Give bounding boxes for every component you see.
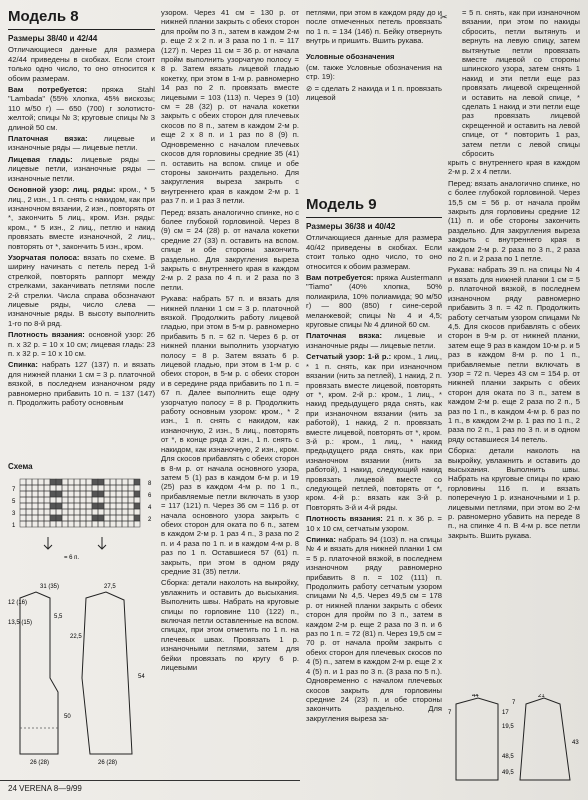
chart-cell — [20, 503, 26, 509]
chart-cell — [44, 485, 50, 491]
arrow-icon — [98, 537, 106, 549]
chart-cell — [50, 479, 56, 485]
chart-cell — [98, 485, 104, 491]
chart-cell — [38, 521, 44, 527]
chart-cell — [86, 497, 92, 503]
dimension-label: 13,5 (15) — [8, 620, 33, 626]
dimension-label: 5,5 — [54, 614, 63, 620]
chart-cell — [68, 479, 74, 485]
chart-cell — [20, 485, 26, 491]
chart-cell — [122, 485, 128, 491]
section-text: лицевые и изнаночные ряды — лицевые петли. — [8, 134, 155, 153]
dimension-label: 43 — [572, 740, 579, 746]
section-text: набрать 127 (137) п. и вязать для нижней планки 1 см = 3 р. платочной вязкой, в последнем изнаночном ряду равномерно прибавить 10 п. = 137 (147) п. Продолжить работу основным — [8, 360, 155, 408]
chart-cell — [80, 497, 86, 503]
symbol-entry — [306, 84, 442, 103]
section-label: Плотность вязания: — [8, 330, 85, 340]
model8-title: Модель 8 — [8, 8, 79, 25]
chart-cell — [92, 491, 98, 497]
symbols-text: (см. также Условные обозначения на стр. 19): — [306, 63, 442, 82]
section-text: вязать по схеме. В ширину начинать с петель перед 1-й стрелкой, повторять раппорт между стрелками, заканчивать петлями после 2-й стрелки. Числа справа обозначают лицевые ряды, число слева — изнаночные ряды. В высоту выполнить 1-го по 8-й ряд. — [8, 252, 155, 328]
chart-cell — [50, 491, 56, 497]
knitting-chart — [8, 462, 158, 570]
chart-grid-svg — [8, 471, 158, 563]
chart-cell — [50, 521, 56, 527]
chart-cell — [74, 503, 80, 509]
section-label: Лицевая гладь: — [8, 154, 73, 164]
dimension-label: 7 — [512, 700, 516, 706]
model9-schematic — [448, 694, 580, 784]
chart-cell — [32, 491, 38, 497]
assembly-text: Сборка: детали наколоть на выкройку, увлажнить и оставить до высыхания. Выполнить швы. Набрать на круговые спицы по горловине 110 (122) п., включая петли оставленные на вспом. спицах, при этом отметить по 1 п. на плечевых швах. Провязать 1 р. изнаночными петлями, затем для бейки провязать по кругу 6 р. лицевыми — [161, 578, 299, 673]
chart-cell — [56, 479, 62, 485]
model9-section — [306, 331, 442, 350]
chart-cell — [56, 485, 62, 491]
model8-section — [8, 134, 155, 153]
section-label: Плотность вязания: — [306, 514, 383, 524]
section-label: Сетчатый узор: 1-й р.: — [306, 352, 392, 362]
chart-cell — [110, 479, 116, 485]
chart-cell — [44, 497, 50, 503]
chart-cell — [110, 491, 116, 497]
chart-cell — [80, 503, 86, 509]
chart-cell — [68, 509, 74, 515]
front-text: Перед: вязать аналогично спинке, но с более глубокой горловиной. Через 8 (9) см = 24 (28) р. от начала кокетки средние 27 (33) п. оставить на вспом. спице и обе стороны закончить раздельно. Для закругления выреза закрыть с внутреннего края в каждом 2-м р. 2 раза по 4 п. и 2 раза по 3 петли. — [161, 207, 299, 292]
model8-section — [8, 253, 155, 328]
row-label-left: 5 — [12, 499, 16, 505]
chart-cell — [80, 491, 86, 497]
chart-cell — [104, 515, 110, 521]
dimension-label: 50 — [64, 714, 71, 720]
chart-cell — [128, 503, 134, 509]
chart-cell — [50, 509, 56, 515]
chart-cell — [122, 491, 128, 497]
chart-cell — [110, 509, 116, 515]
chart-cell — [20, 491, 26, 497]
chart-cell — [32, 515, 38, 521]
chart-cell — [68, 503, 74, 509]
chart-cell — [50, 503, 56, 509]
chart-cell — [20, 515, 26, 521]
chart-cell — [56, 491, 62, 497]
chart-cell — [110, 485, 116, 491]
section-text: лицевые ряды — лицевые петли, изнаночные ряды — изнаночные петли. — [8, 154, 155, 183]
dimension-label: 48,5 — [502, 754, 514, 760]
chart-cell — [68, 497, 74, 503]
chart-cell — [68, 485, 74, 491]
section-label: Платочная вязка: — [306, 331, 382, 341]
chart-cell — [86, 509, 92, 515]
model9-materials — [306, 273, 442, 329]
dimension-label: 26 (28) — [30, 760, 50, 766]
model8-finish-text: петлями, при этом в каждом ряду до и после отмеченных петель провязать по 1 п. = 134 (146) п. Бейку отвернуть внутрь и пришить. Вшить рукава. — [306, 8, 442, 46]
model9-back-outline — [456, 698, 498, 780]
materials-label: Вам потребуется: — [306, 273, 374, 283]
chart-cell — [26, 479, 32, 485]
symbol-desc: = сделать 2 накида и 1 п. провязать лицевой — [306, 83, 442, 103]
chart-cell — [56, 497, 62, 503]
chart-cell — [68, 521, 74, 527]
chart-cell — [62, 479, 68, 485]
chart-cell — [20, 509, 26, 515]
chart-cell — [134, 485, 140, 491]
chart-cell — [74, 509, 80, 515]
chart-cell — [38, 497, 44, 503]
model9-assembly-text: Сборка: детали наколоть на выкройку, увлажнить и оставить до высыхания. Выполнить швы. Набрать на круговые спицы по краю горловины 116 п. и вязать поперечную 1 р. изнаночными и 1 р. лицевыми петлями, при этом во 2-м р. равномерно убавить на переде 8 п., на спинке 4 п. В 4-м р. все петли закрыть. Вшить рукава. — [448, 446, 580, 540]
dimension-label: 26 (28) — [98, 760, 118, 766]
chart-cell — [86, 491, 92, 497]
chart-cell — [122, 497, 128, 503]
chart-cell — [122, 479, 128, 485]
model9-intro: Отличающиеся данные для размера 40/42 приведены в скобках. Если стоит только одно число, то оно относится к обоим размерам. — [306, 233, 442, 271]
chart-cell — [110, 497, 116, 503]
chart-cell — [26, 497, 32, 503]
symbols-title: Условные обозначения — [306, 51, 395, 61]
chart-cell — [128, 491, 134, 497]
model8-column — [8, 8, 155, 409]
chart-cell — [20, 497, 26, 503]
chart-cell — [134, 497, 140, 503]
chart-cell — [92, 503, 98, 509]
chart-cell — [62, 503, 68, 509]
chart-cell — [128, 521, 134, 527]
chart-cell — [32, 497, 38, 503]
chart-cell — [44, 503, 50, 509]
section-text: кром., 1 лиц., * 1 п. снять, как при изнаночном вязании (нить за петлей), 1 накид, 2 п. провязать вместе лицевой, повторять от *, кром. 2-й р.: кром., 1 лиц., * накид предыдущего ряда снять, как при изнаночном вязании (нить за работой), 1 накид, 2 п. провязать вместе лицевой, повторять от *, кром. 3-й р.: кром., 1 лиц., * накид предыдущего ряда снять, как при изнаночном вязании (нить за работой), 1 накид, следующий накид провязать лицевой вместе со следующей петлей, повторять от *, кром. 4-й р.: вязать как 3-й р. Повторять 3-й и 4-й ряды. — [306, 352, 442, 512]
model8-materials-label: Вам потребуется: — [8, 85, 87, 95]
dimension-label: 21 — [538, 694, 545, 699]
chart-cell — [26, 521, 32, 527]
chart-cell — [44, 515, 50, 521]
model9-front-text: Перед: вязать аналогично спинке, но с более глубокой горловиной. Через 15,5 см = 56 р. от начала пройм закрыть для горловины средние 12 (11) п. и обе стороны закончить раздельно. Для закругления выреза закрыть с внутреннего края в каждом 2-м р. 2 раза по 3 п., 2 раза по 2 п. и 2 раза по 1 петле. — [448, 178, 580, 264]
model9-sizes: Размеры 36/38 и 40/42 — [306, 222, 396, 231]
arrow-icon — [44, 537, 52, 549]
section-text: лицевые и изнаночные ряды — лицевые петли. — [306, 331, 442, 350]
chart-cell — [26, 503, 32, 509]
dimension-label: 17 — [502, 710, 509, 716]
chart-cell — [68, 515, 74, 521]
dimension-label: 49,5 — [502, 770, 514, 776]
chart-cell — [26, 485, 32, 491]
model9-heading — [306, 196, 442, 218]
chart-cell — [74, 497, 80, 503]
chart-cell — [74, 521, 80, 527]
chart-cell — [32, 485, 38, 491]
model8-intro: Отличающиеся данные для размера 42/44 приведены в скобках. Если стоит только одно число, то оно относится к обоим размерам. — [8, 45, 155, 83]
model8-section — [8, 330, 155, 358]
chart-cell — [98, 509, 104, 515]
symbol-2-desc: = 5 п. снять, как при изнаночном вязании, при этом по накиды сбросить, петли вытянуть и вернуть на левую спицу, затем вытянутые петли провязать вместе лицевой со стороны шпинского узора, затем снять 1 накид и эти петли еще раз провязать лицевой скрещенной и оставить на левой спице, * сделать 1 накид и эти петли еще раз провязать лицевой скрещенной и оставить на левой спице, от * повторить 1 раз, затем петли с левой спицы сбросить — [462, 8, 580, 159]
chart-cell — [98, 521, 104, 527]
chart-cell — [98, 497, 104, 503]
chart-cell — [92, 485, 98, 491]
chart-cell — [56, 503, 62, 509]
chart-cell — [110, 503, 116, 509]
chart-cell — [122, 503, 128, 509]
chart-cell — [62, 521, 68, 527]
chart-cell — [80, 509, 86, 515]
model9-sleeve-outline — [520, 698, 570, 780]
chart-cell — [104, 485, 110, 491]
chart-cell — [38, 491, 44, 497]
chart-cell — [98, 503, 104, 509]
chart-cell — [104, 503, 110, 509]
chart-cell — [32, 503, 38, 509]
row-label-right: 8 — [148, 481, 152, 487]
chart-cell — [62, 485, 68, 491]
chart-cell — [122, 509, 128, 515]
section-text: набрать 94 (103) п. на спицы № 4 и вязать для нижней планки 1 см = 5 р. платочной вязкой, в последнем изнаночном ряду равномерно прибавить 8 п. = 102 (111) п. Продолжить работу сетчатым узором спицами № 4,5. Через 49,5 см = 178 р. от нижней планки закрыть с обеих сторон для пройм по 3 п., затем в каждом 2-м р. еще 2 раза по 3 п. и 6 раз по 1 п. = 72 (81) п. Через 19,5 см = 70 р. от начала пройм закрыть с обеих сторон для плечевых скосов по 4 (5) п., затем в каждом 2-м р. еще 2 x 4 (5) п. и 1 раз по 3 п. (3 раза по 5 п.). Одновременно с началом плечевых скосов закрыть для горловины средние 24 (23) п. и обе стороны закончить раздельно. Для закругления выреза за- — [306, 535, 442, 723]
schematic-svg — [6, 578, 156, 778]
chart-cell — [116, 521, 122, 527]
chart-cell — [128, 515, 134, 521]
materials-text: пряжа Austermann "Tiamo" (40% хлопка, 50% полиакрила, 10% полиамида; 90 м/50 г) — 800 (850) г сине-серой меланжевой; спицы № 4 и 4,5; круговые спицы № 4 длиной 60 см. — [306, 273, 442, 330]
section-label: Платочная вязка: — [8, 134, 88, 144]
dimension-label: 7 — [448, 710, 452, 716]
chart-cell — [98, 515, 104, 521]
chart-cell — [56, 509, 62, 515]
chart-cell — [86, 485, 92, 491]
chart-cell — [134, 509, 140, 515]
model9-sleeves-text: Рукава: набрать 39 п. на спицы № 4 и вязать для нижней планки 1 см = 5 р. платочной вязкой, в последнем изнаночном ряду равномерно прибавить 3 п. = 42 п. Продолжить работу сетчатым узором спицами № 4,5. Для скосов прибавлять с обеих сторон в 9-м р. от нижней планки, затем еще 9 раз в каждом 10-м р. и 5 раз в каждом 8-м р. по 1 п., прибавляемые петли включать в узор = 72 п. Через 43 см = 154 р. от нижней планки закрыть с обеих сторон для оката по 3 п., затем в каждом 2-м р. еще 2 раза по 2 п., 5 раз по 1 п., в каждом 4-м р. 6 раз по 1 п., в каждом 2-м р. 1 раз по 1 п., 2 раза по 2 п., 1 раз по 3 п. и в одном ряду оставшиеся 14 петель. — [448, 265, 580, 444]
section-text: основной узор: 26 п. x 32 р. = 10 x 10 см; лицевая гладь: 23 п. x 32 р. = 10 x 10 см. — [8, 330, 155, 358]
model9-schematic-svg — [448, 694, 580, 784]
sleeve-piece-outline — [82, 592, 132, 754]
model8-materials-text: пряжа Stahl "Lambada" (55% хлопка, 45% вискозы; 110 м/50 г) — 650 (700) г золотисто-желтой; спицы № 3; круговые спицы № 3 длиной 50 см. — [8, 85, 155, 132]
chart-cell — [32, 509, 38, 515]
chart-cell — [116, 515, 122, 521]
chart-cell — [116, 485, 122, 491]
footer-rule — [0, 780, 300, 781]
dimension-label: 22,5 — [70, 634, 82, 640]
section-text: кром., * 5 лиц., 2 изн., 1 п. снять с накидом, как при изнаночном вязании, 2 изн., повторять от *, закончить 5 лиц., кром. Изн. ряды: кром., * 5 изн., 2 лиц., петлю и накид провязать вместе изнаночной, 2 лиц., повторять от *, закончить 5 изн., кром. — [8, 185, 155, 251]
chart-cell — [38, 515, 44, 521]
section-label: Основной узор: лиц. ряды: — [8, 185, 116, 195]
chart-cell — [128, 479, 134, 485]
chart-cell — [68, 491, 74, 497]
back-piece-outline — [20, 592, 58, 754]
row-label-left: 3 — [12, 511, 16, 517]
model9-neck-text: крыть с внутреннего края в каждом 2-м р. 2 x 4 петли. — [448, 158, 580, 177]
chart-cell — [134, 479, 140, 485]
chart-cell — [32, 521, 38, 527]
chart-cell — [110, 515, 116, 521]
chart-grid — [20, 479, 140, 527]
chart-cell — [80, 485, 86, 491]
chart-cell — [62, 491, 68, 497]
chart-cell — [44, 491, 50, 497]
chart-cell — [116, 509, 122, 515]
row-label-right: 2 — [148, 517, 152, 523]
dimension-label: 54 — [138, 674, 145, 680]
chart-cell — [128, 497, 134, 503]
sleeves-text: Рукава: набрать 57 п. и вязать для нижней планки 1 см = 3 р. платочной вязкой. Продолжить работу лицевой гладью, при этом в 5-м р. равномерно прибавить 5 п. = 62 п. Через 6 р. от нижней планки выполнить узорчатую полосу = 8 р. Затем вязать 6 р. лицевой гладью, при этом в 1-м р. с обеих сторон, в 5-м р. с обеих сторон и в середине ряда прибавить по 1 п. = 67 п. Далее выполнить еще одну узорчатую полосу = 8 р. Продолжить работу основным узором: кром., * 2 изн., 1 п. снять с накидом, как изнаночную, 2 изн., 5 лиц., повторять от *, в конце ряда 2 изн., 1 п. снять с накидом, как изнаночную, 2 изн., кром. Для скосов прибавлять с обеих сторон в 8-м р. от начала основного узора, затем 5 (1) раз в каждом 6-м р. и 19 (25) раз в каждом 4-м р. по 1 п., прибавляемые петли включать в узор = 117 (121) п. Через 36 см = 116 р. от начала основного узора закрыть с обеих сторон для оката по 6 п., затем в каждом 2-м р. 1 раз 4 п., 3 раза по 2 п. и 4 раза по 1 п. и в каждом 4-м р. 8 раз по 1 п. Оставшиеся 57 (61) п. закрыть, при этом в одном ряду средние 31 (35) петли. — [161, 294, 299, 576]
chart-cell — [86, 521, 92, 527]
model9-column — [306, 196, 442, 725]
chart-cell — [80, 515, 86, 521]
chart-cell — [134, 515, 140, 521]
dimension-label: 19,5 — [502, 724, 514, 730]
chart-cell — [26, 515, 32, 521]
chart-cell — [56, 515, 62, 521]
model9-title: Модель 9 — [306, 196, 377, 213]
chart-cell — [92, 479, 98, 485]
chart-cell — [104, 491, 110, 497]
chart-cell — [44, 509, 50, 515]
chart-cell — [86, 503, 92, 509]
chart-cell — [38, 509, 44, 515]
dimension-label: 44 — [472, 694, 479, 699]
chart-cell — [38, 503, 44, 509]
chart-cell — [98, 479, 104, 485]
chart-cell — [74, 515, 80, 521]
chart-cell — [92, 515, 98, 521]
chart-cell — [26, 491, 32, 497]
chart-cell — [38, 485, 44, 491]
model8-materials — [8, 85, 155, 132]
chart-cell — [44, 479, 50, 485]
chart-cell — [92, 509, 98, 515]
model8-heading — [8, 8, 155, 30]
chart-cell — [50, 497, 56, 503]
chart-cell — [116, 503, 122, 509]
row-label-right: 6 — [148, 493, 152, 499]
chart-cell — [116, 491, 122, 497]
chart-cell — [80, 521, 86, 527]
model9-section — [306, 352, 442, 512]
chart-cell — [92, 497, 98, 503]
chart-cell — [128, 485, 134, 491]
chart-cell — [104, 509, 110, 515]
chart-cell — [122, 521, 128, 527]
section-label: Узорчатая полоса: — [8, 252, 80, 262]
chart-cell — [80, 479, 86, 485]
chart-cell — [74, 491, 80, 497]
chart-cell — [50, 485, 56, 491]
chart-cell — [116, 497, 122, 503]
model8-sizes: Размеры 38/40 и 42/44 — [8, 34, 98, 43]
model8-section — [8, 185, 155, 251]
chart-cell — [134, 491, 140, 497]
chart-cell — [62, 509, 68, 515]
chart-cell — [104, 479, 110, 485]
chart-cell — [92, 521, 98, 527]
chart-cell — [98, 491, 104, 497]
model8-end-column — [306, 8, 442, 105]
chart-cell — [104, 521, 110, 527]
chart-cell — [86, 515, 92, 521]
stitch-symbol-icon: ⊘ — [306, 83, 315, 93]
chart-cell — [56, 521, 62, 527]
chart-cell — [44, 521, 50, 527]
chart-cell — [104, 497, 110, 503]
chart-cell — [74, 485, 80, 491]
model9-section — [306, 535, 442, 723]
model9-continued-column — [448, 158, 580, 542]
dimension-label: 27,5 — [104, 584, 116, 590]
chart-cell — [62, 515, 68, 521]
chart-cell — [38, 479, 44, 485]
back-continued-text: узором. Через 41 см = 130 р. от нижней планки закрыть с обеих сторон для пройм по 3 п., затем в каждом 2-м р. еще 2 x 2 п. и 3 раза по 1 п. = 117 (127) п. Через 11 см = 36 р. от начала пройм выполнить узорчатую полосу = 8 р. Затем вязать лицевой гладью кокетку, при этом в 1-м р. равномерно 14 раз по 2 п. провязать вместе лицевыми = 103 (113) п. Через 9 (10) см = 28 (32) р. от начала кокетки закрыть с обеих сторон для плечевых скосов по 8 п., затем в каждом 2-м р. еще 2 x 8 п. и 1 раз по 8 (9) п. Одновременно с началом плечевых скосов для горловины средние 35 (41) п. оставить на вспом. спице и обе стороны закончить раздельно. Для закругления выреза закрыть с внутреннего края в каждом 2-м р. 1 раз 7 п. и 1 раз 3 петли. — [161, 8, 299, 206]
row-label-right: 4 — [148, 505, 152, 511]
chart-cell — [20, 521, 26, 527]
symbols-column — [448, 8, 580, 161]
section-text: 21 п. x 36 р. = 10 x 10 см, сетчатым узором. — [306, 514, 442, 533]
chart-cell — [86, 479, 92, 485]
rapport-label: = 6 п. — [64, 555, 80, 561]
dimension-label: 12 (16) — [8, 600, 28, 606]
row-label-left: 7 — [12, 487, 16, 493]
chart-cell — [134, 503, 140, 509]
chart-cell — [122, 515, 128, 521]
section-label: Спинка: — [306, 535, 336, 544]
chart-cell — [26, 509, 32, 515]
chart-cell — [110, 521, 116, 527]
chart-cell — [116, 479, 122, 485]
model8-schematic — [6, 578, 156, 778]
chart-cell — [128, 509, 134, 515]
scissors-icon: ✂ — [440, 12, 448, 22]
chart-cell — [62, 497, 68, 503]
model8-section — [8, 155, 155, 183]
dimension-label: 31 (35) — [40, 584, 60, 590]
model9-section — [306, 514, 442, 533]
model8-continued-column — [161, 8, 299, 674]
chart-cell — [20, 479, 26, 485]
page-footer: 24 VERENA 8—9/99 — [8, 784, 82, 793]
model8-section — [8, 360, 155, 407]
chart-cell — [50, 515, 56, 521]
chart-title: Схема — [8, 462, 33, 471]
chart-cell — [74, 479, 80, 485]
chart-cell — [134, 521, 140, 527]
section-label: Спинка: — [8, 360, 38, 370]
chart-cell — [32, 479, 38, 485]
row-label-left: 1 — [12, 523, 16, 529]
